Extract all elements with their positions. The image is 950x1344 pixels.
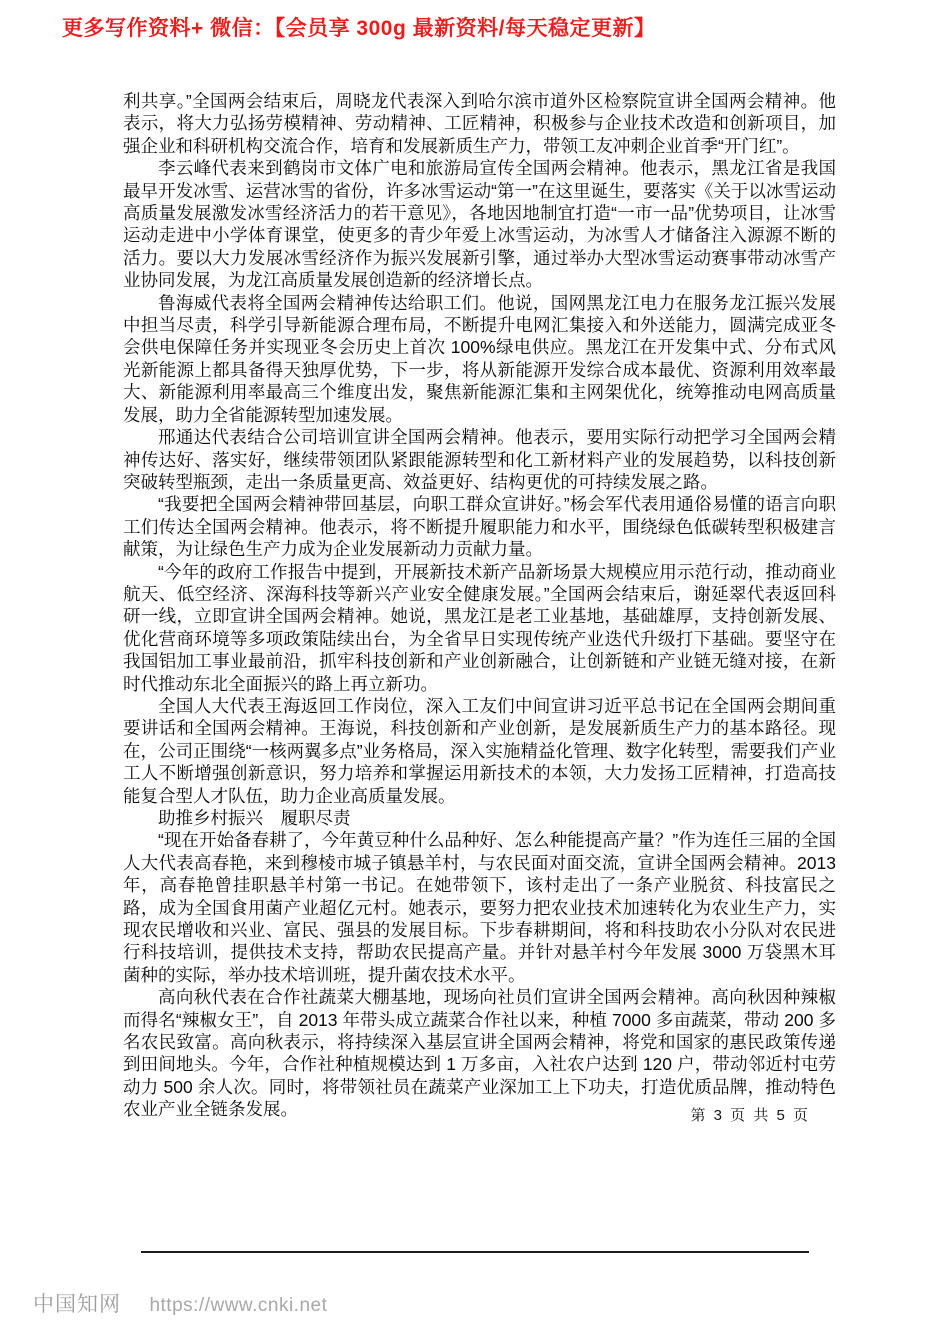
body-paragraph: “我要把全国两会精神带回基层，向职工群众宣讲好。”杨会军代表用通俗易懂的语言向职工们传达全国两会精神。他表示，将不断提升履职能力和水平，围绕绿色低碳转型积极建言献策，为让绿色生产力成为企业发展新动力贡献力量。: [123, 494, 836, 560]
body-paragraph: 邢通达代表结合公司培训宣讲全国两会精神。他表示，要用实际行动把学习全国两会精神传达好、落实好，继续带领团队紧跟能源转型和化工新材料产业的发展趋势，以科技创新突破转型瓶颈，走出一条质量更高、效益更好、结构更优的可持续发展之路。: [123, 427, 836, 492]
cnki-url-text: https://www.cnki.net: [149, 1295, 328, 1316]
body-paragraph: 高向秋代表在合作社蔬菜大棚基地，现场向社员们宣讲全国两会精神。高向秋因种辣椒而得名“辣椒女王”，自 2013 年带头成立蔬菜合作社以来，种植 7000 多亩蔬菜，带动 200 多名农民致富。高向秋表示，将持续深入基层宣讲全国两会精神，将党和国家的惠民政策传递到田间地头。今年，合作社种植规模达到 1 万多亩，入社农户达到 120 户，带动邻近村屯劳动力 500 余人次。同时，将带领社员在蔬菜产业深加工上下功夫，打造优质品牌，推动特色农业产业全链条发展。: [123, 987, 836, 1120]
body-paragraph: “现在开始备春耕了，今年黄豆种什么品种好、怎么种能提高产量？”作为连任三届的全国人大代表高春艳，来到穆棱市城子镇悬羊村，与农民面对面交流，宣讲全国两会精神。2013 年，高春艳曾挂职悬羊村第一书记。在她带领下，该村走出了一条产业脱贫、科技富民之路，成为全国食用菌产业超亿元村。她表示，要努力把农业技术加速转化为农业生产力，实现农民增收和兴业、富民、强县的发展目标。下步春耕期间，将和科技助农小分队对农民进行科技培训，提供技术支持，帮助农民提高产量。并针对悬羊村今年发展 3000 万袋黑木耳菌种的实际，举办技术培训班，提升菌农技术水平。: [123, 830, 836, 985]
body-paragraph: 李云峰代表来到鹤岗市文体广电和旅游局宣传全国两会精神。他表示，黑龙江省是我国最早开发冰雪、运营冰雪的省份，许多冰雪运动“第一”在这里诞生，要落实《关于以冰雪运动高质量发展激发冰雪经济活力的若干意见》，各地因地制宜打造“一市一品”优势项目，让冰雪运动走进中小学体育课堂，使更多的青少年爱上冰雪运动，为冰雪人才储备注入源源不断的活力。要以大力发展冰雪经济作为振兴发展新引擎，通过举办大型冰雪运动赛事带动冰雪产业协同发展，为龙江高质量发展创造新的经济增长点。: [123, 158, 836, 291]
body-paragraph: 鲁海威代表将全国两会精神传达给职工们。他说，国网黑龙江电力在服务龙江振兴发展中担当尽责，科学引导新能源合理布局，不断提升电网汇集接入和外送能力，圆满完成亚冬会供电保障任务并实现亚冬会历史上首次 100%绿电供应。黑龙江在开发集中式、分布式风光新能源上都具备得天独厚优势，下一步，将从新能源开发综合成本最优、资源利用效率最大、新能源利用率最高三个维度出发，聚焦新能源汇集和主网架优化，统筹推动电网高质量发展，助力全省能源转型加速发展。: [123, 292, 836, 425]
section-heading: 助推乡村振兴 履职尽责: [158, 808, 351, 828]
body-paragraph: “今年的政府工作报告中提到，开展新技术新产品新场景大规模应用示范行动，推动商业航天、低空经济、深海科技等新兴产业安全健康发展。”全国两会结束后，谢延翠代表返回科研一线，立即宣讲全国两会精神。她说，黑龙江是老工业基地，基础雄厚，支持创新发展、优化营商环境等多项政策陆续出台，为全省早日实现传统产业迭代升级打下基础。要坚守在我国铝加工事业最前沿，抓牢科技创新和产业创新融合，让创新链和产业链无缝对接，在新时代推动东北全面振兴的路上再立新功。: [123, 561, 836, 694]
promo-header-text: 更多写作资料+ 微信：【会员享 300g 最新资料/每天稳定更新】: [62, 17, 656, 40]
page-footer: [33, 1288, 327, 1318]
document-body: [123, 90, 836, 1121]
page-number: 第 3 页 共 5 页: [690, 1107, 810, 1124]
body-paragraph: 全国人大代表王海返回工作岗位，深入工友们中间宣讲习近平总书记在全国两会期间重要讲话和全国两会精神。王海说，科技创新和产业创新，是发展新质生产力的基本路径。现在，公司正围绕“一核两翼多点”业务格局，深入实施精益化管理、数字化转型，需要我们产业工人不断增强创新意识，努力培养和掌握运用新技术的本领，大力发扬工匠精神，打造高技能复合型人才队伍，助力企业高质量发展。: [123, 695, 836, 806]
footer-divider: [141, 1251, 809, 1253]
cnki-brand-text: 中国知网: [33, 1293, 121, 1316]
body-paragraph: 利共享。”全国两会结束后，周晓龙代表深入到哈尔滨市道外区检察院宣讲全国两会精神。他表示，将大力弘扬劳模精神、劳动精神、工匠精神，积极参与企业技术改造和创新项目，加强企业和科研机构交流合作，培育和发展新质生产力，带领工友冲刺企业首季“开门红”。: [123, 91, 836, 156]
